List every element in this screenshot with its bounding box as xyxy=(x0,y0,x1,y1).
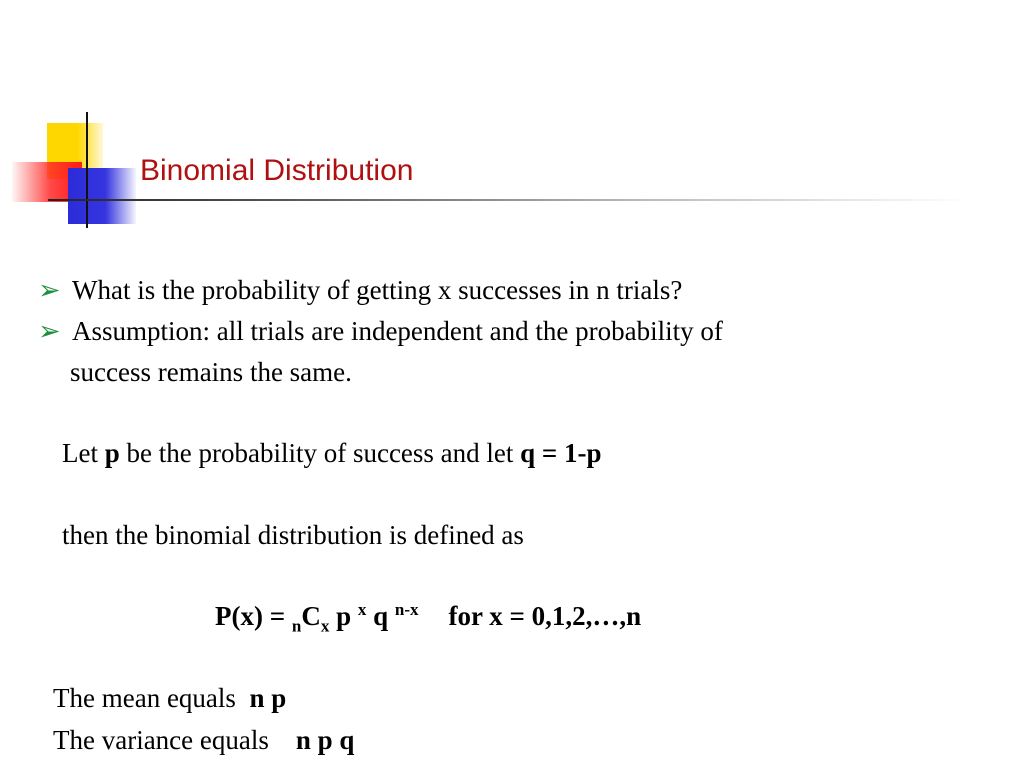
bullet-text: What is the probability of getting x successes in n trials? xyxy=(72,275,683,305)
binomial-formula xyxy=(215,600,641,636)
mean-value: n p xyxy=(249,683,287,713)
mean-line xyxy=(53,683,286,714)
title-underline xyxy=(48,199,968,201)
formula-sup-nx: n-x xyxy=(394,600,419,619)
p-symbol: p xyxy=(104,438,120,468)
logo-blue-square xyxy=(68,168,136,224)
q-definition: q = 1-p xyxy=(520,438,602,468)
formula-q: q xyxy=(366,601,395,631)
arrow-bullet-icon: ➢ xyxy=(38,275,61,305)
variance-line xyxy=(53,725,354,756)
formula-sub-n: n xyxy=(291,616,302,636)
formula-sub-x: x xyxy=(320,616,330,636)
formula-sup-x: x xyxy=(357,600,367,619)
formula-condition: for x = 0,1,2,…,n xyxy=(448,601,642,631)
bullet-text: Assumption: all trials are independent and the probability of xyxy=(72,316,723,346)
then-line: then the binomial distribution is defined as xyxy=(62,520,524,550)
bullet-question xyxy=(38,275,682,306)
arrow-bullet-icon: ➢ xyxy=(38,316,61,346)
variance-value: n p q xyxy=(295,725,355,755)
bullet-assumption xyxy=(38,316,723,347)
let-definition-line xyxy=(62,438,602,469)
variance-label: The variance equals xyxy=(53,725,296,755)
formula-c: C xyxy=(301,601,321,631)
let-prefix: Let xyxy=(62,438,105,468)
slide-title: Binomial Distribution xyxy=(140,154,414,187)
let-middle: be the probability of success and let xyxy=(119,438,521,468)
logo-vertical-line xyxy=(86,112,88,228)
mean-label: The mean equals xyxy=(53,683,250,713)
formula-lhs: P(x) = xyxy=(215,601,292,631)
bullet-assumption-continuation: success remains the same. xyxy=(70,357,352,387)
formula-p: p xyxy=(329,601,358,631)
